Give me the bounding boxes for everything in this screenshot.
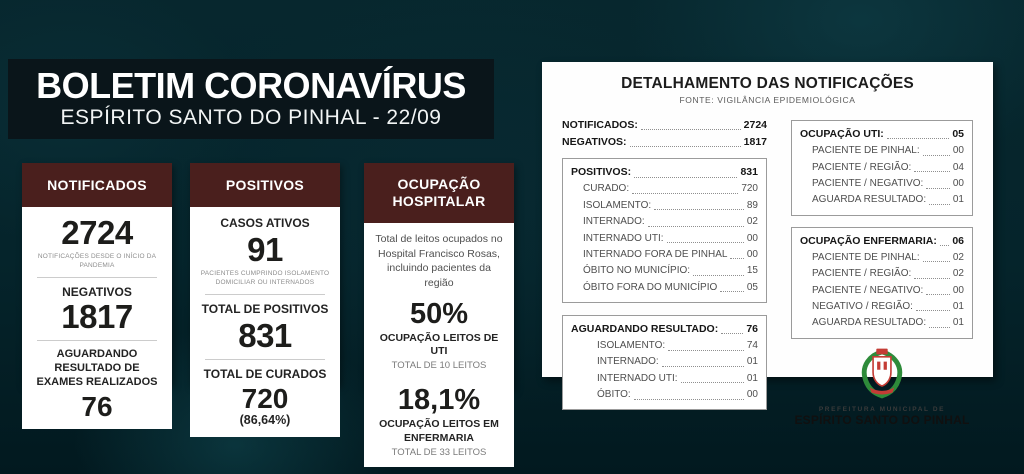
detail-panel [542, 62, 993, 427]
coat-of-arms-icon [856, 347, 908, 404]
detail-row: CURADO: 720 [583, 183, 758, 195]
dotted-leader [923, 155, 950, 156]
dotted-leader [630, 146, 741, 147]
enfermaria-label: OCUPAÇÃO LEITOS EM ENFERMARIA [379, 418, 499, 445]
detail-row: PACIENTE / REGIÃO: 02 [812, 268, 964, 280]
detail-source: FONTE: VIGILÂNCIA EPIDEMIOLÓGICA [679, 95, 856, 105]
dotted-leader [926, 188, 950, 189]
bulletin-subtitle: ESPÍRITO SANTO DO PINHAL - 22/09 [60, 106, 442, 130]
card-notificados-header: NOTIFICADOS [22, 163, 172, 207]
city-hall-logo [791, 347, 973, 427]
detail-row: NOTIFICADOS: 2724 [562, 119, 767, 132]
dotted-leader [693, 275, 744, 276]
dotted-leader [730, 258, 743, 259]
card-ocupacao-hospitalar [364, 163, 514, 458]
dotted-leader [887, 138, 950, 139]
logo-line2: ESPÍRITO SANTO DO PINHAL [794, 412, 970, 427]
detail-row: PACIENTE DE PINHAL: 00 [812, 145, 964, 157]
aguardando-box-rows [571, 338, 758, 404]
bulletin-title: BOLETIM CORONAVÍRUS [36, 65, 466, 107]
dotted-leader [720, 291, 744, 292]
casos-ativos-label: CASOS ATIVOS [220, 216, 310, 230]
dotted-leader [721, 333, 743, 334]
detail-row: NEGATIVO / REGIÃO: 01 [812, 300, 964, 312]
aguardando-label: AGUARDANDO RESULTADO DE EXAMES REALIZADOS [36, 348, 158, 388]
negativos-value: 1817 [61, 298, 133, 336]
divider [205, 359, 326, 360]
dotted-leader [641, 129, 741, 130]
casos-ativos-value: 91 [247, 231, 283, 268]
aguardando-box-header-row: AGUARDANDO RESULTADO: 76 [571, 323, 758, 335]
uti-box [791, 120, 973, 216]
detail-row: AGUARDA RESULTADO: 01 [812, 317, 964, 329]
bulletin-banner [8, 59, 494, 139]
uti-pct: 50% [409, 297, 469, 330]
dotted-leader [916, 310, 950, 311]
enfermaria-box-header-row: OCUPAÇÃO ENFERMARIA: 06 [800, 234, 964, 247]
dotted-leader [929, 204, 950, 205]
dotted-leader [929, 327, 950, 328]
dotted-leader [681, 382, 744, 383]
uti-label: OCUPAÇÃO LEITOS DE UTI [379, 331, 499, 358]
positivos-box-header-row: POSITIVOS: 831 [571, 166, 758, 179]
detail-row: PACIENTE / REGIÃO: 04 [812, 161, 964, 173]
detail-row: ÓBITO NO MUNICÍPIO: 15 [583, 265, 758, 277]
detail-row: INTERNADO UTI: 00 [583, 232, 758, 244]
card-notificados-body [22, 207, 172, 429]
card-positivos [190, 163, 340, 428]
detail-row: ÓBITO: 00 [597, 389, 758, 401]
notificados-total-caption: NOTIFICAÇÕES DESDE O INÍCIO DA PANDEMIA [37, 253, 157, 270]
detail-row: PACIENTE / NEGATIVO: 00 [812, 178, 964, 189]
card-ocupacao-header: OCUPAÇÃO HOSPITALAR [364, 163, 514, 223]
aguardando-box [562, 315, 767, 411]
detail-row: AGUARDA RESULTADO: 01 [812, 194, 964, 206]
negativos-label: NEGATIVOS [62, 285, 132, 300]
divider [37, 277, 158, 278]
dotted-leader [940, 245, 949, 246]
casos-ativos-caption: PACIENTES CUMPRINDO ISOLAMENTO DOMICILIAR OU INTERNADOS [200, 270, 330, 287]
ocupacao-description: Total de leitos ocupados no Hospital Francisco Rosas, incluindo pacientes da região [375, 233, 503, 290]
detail-row: ISOLAMENTO: 74 [597, 340, 758, 352]
detail-row: ÓBITO FORA DO MUNICÍPIO 05 [583, 281, 758, 293]
positivos-box-rows [571, 181, 758, 296]
total-curados-value: 720 [241, 383, 289, 415]
dotted-leader [923, 261, 950, 262]
total-positivos-value: 831 [238, 317, 292, 355]
enfermaria-caption: TOTAL DE 33 LEITOS [391, 446, 487, 458]
uti-caption: TOTAL DE 10 LEITOS [391, 360, 487, 372]
detail-top-rows [562, 117, 767, 151]
dotted-leader [914, 171, 950, 172]
positivos-box [562, 158, 767, 303]
dotted-leader [667, 242, 744, 243]
detail-row: INTERNADO UTI: 01 [597, 372, 758, 384]
card-positivos-body [190, 207, 340, 437]
total-curados-label: TOTAL DE CURADOS [203, 367, 327, 382]
enfermaria-box-rows [800, 250, 964, 332]
enfermaria-box [791, 227, 973, 339]
total-positivos-label: TOTAL DE POSITIVOS [201, 302, 329, 317]
detail-columns [562, 116, 973, 427]
detail-left-column [562, 116, 767, 427]
detail-row: ISOLAMENTO: 89 [583, 199, 758, 211]
uti-box-rows [800, 143, 964, 209]
dotted-leader [634, 177, 737, 178]
card-positivos-header: POSITIVOS [190, 163, 340, 207]
card-ocupacao-body [364, 223, 514, 467]
notificados-total: 2724 [61, 214, 133, 251]
total-curados-pct: (86,64%) [239, 413, 291, 428]
detail-row: PACIENTE DE PINHAL: 02 [812, 251, 964, 263]
divider [37, 340, 158, 341]
dotted-leader [648, 226, 744, 227]
dotted-leader [662, 366, 744, 367]
dotted-leader [632, 193, 738, 194]
detail-row: INTERNADO FORA DE PINHAL 00 [583, 248, 758, 260]
dotted-leader [654, 209, 744, 210]
detail-row: NEGATIVOS: 1817 [562, 136, 767, 149]
detail-row: PACIENTE / NEGATIVO: 00 [812, 284, 964, 296]
detail-row: INTERNADO: 01 [597, 356, 758, 368]
detail-row: INTERNADO: 02 [583, 216, 758, 228]
aguardando-value: 76 [81, 391, 113, 423]
card-notificados [22, 163, 172, 423]
divider [205, 294, 326, 295]
detail-title: DETALHAMENTO DAS NOTIFICAÇÕES [621, 75, 914, 92]
dotted-leader [634, 399, 744, 400]
dotted-leader [926, 294, 950, 295]
uti-box-header-row: OCUPAÇÃO UTI: 05 [800, 128, 964, 141]
detail-right-column [791, 116, 973, 427]
logo-line1: PREFEITURA MUNICIPAL DE [818, 405, 946, 413]
dotted-leader [914, 278, 950, 279]
enfermaria-pct: 18,1% [397, 384, 481, 417]
dotted-leader [668, 350, 744, 351]
